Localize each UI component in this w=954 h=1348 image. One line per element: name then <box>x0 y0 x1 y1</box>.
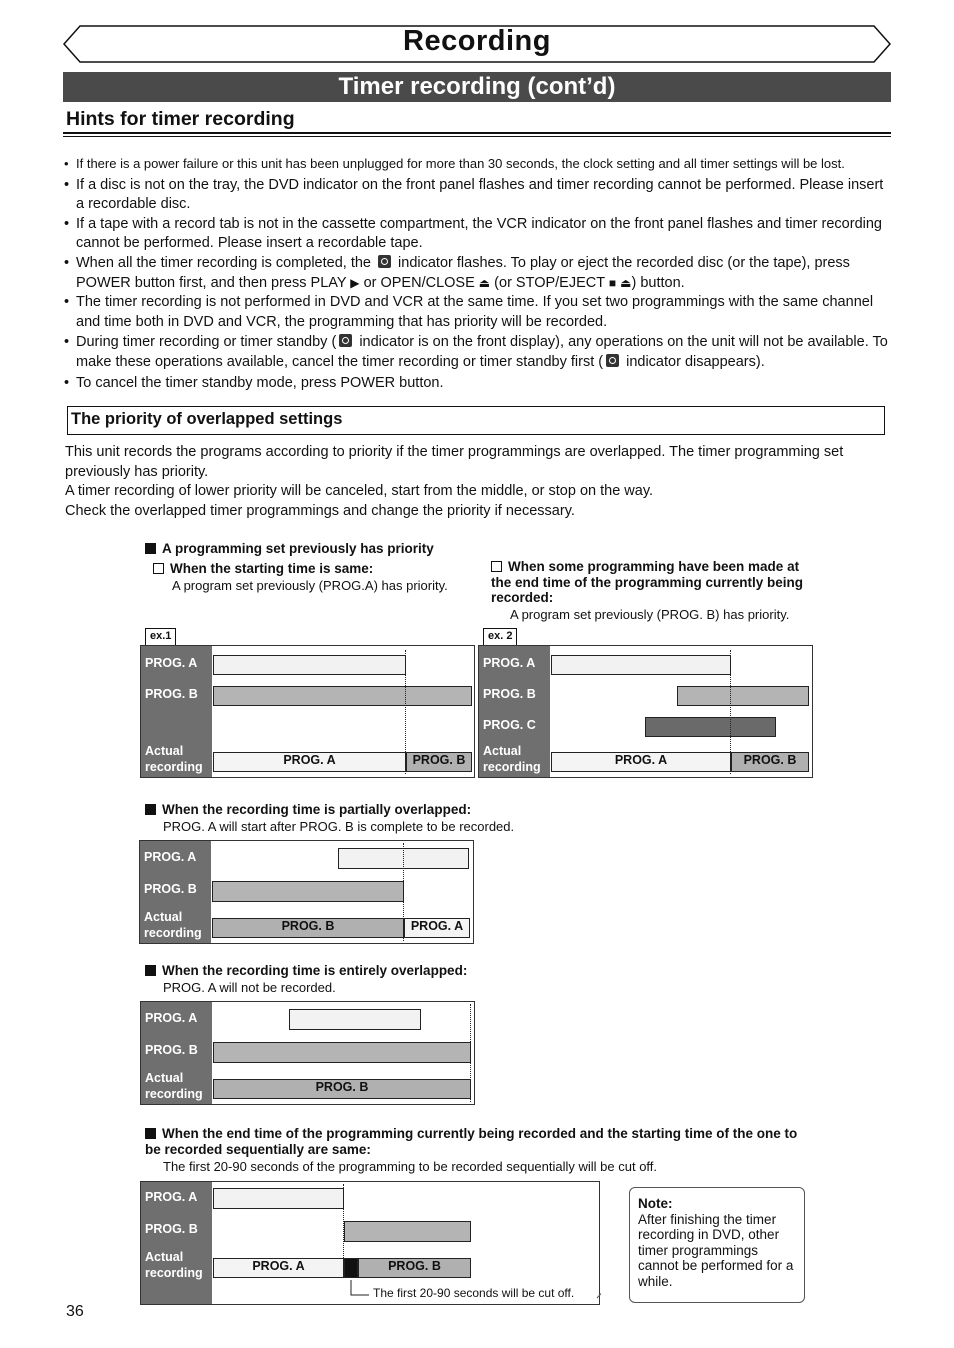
section-heading <box>145 541 434 557</box>
play-icon: ▶ <box>350 275 360 290</box>
actual-seg-prog-a <box>551 752 731 772</box>
actual-seg-prog-b <box>731 752 809 772</box>
seg-label: PROG. B <box>388 1259 441 1273</box>
page-title: Recording <box>403 25 551 57</box>
section-heading <box>145 1126 810 1157</box>
intro-paragraph: A timer recording of lower priority will be canceled, start from the middle, or stop on the way. <box>65 483 654 500</box>
row-label: Actual <box>145 1071 184 1085</box>
hints-heading: Hints for timer recording <box>66 108 295 130</box>
row-label: recording <box>145 1087 203 1101</box>
list-text: ) button. <box>631 274 685 291</box>
prog-b-bar <box>677 686 809 706</box>
timeline-diagram-sequential <box>140 1181 600 1305</box>
list-text: or OPEN/CLOSE <box>363 274 475 291</box>
prog-a-bar <box>213 655 406 675</box>
actual-seg-prog-b <box>212 918 404 938</box>
seg-label: PROG. A <box>283 753 336 767</box>
subsection-heading-text: When some programming have been made at the end time of the programming currently being recorded: <box>491 559 804 606</box>
note-text: After finishing the timer recording in DVD, other timer programmings cannot be performed for a while. <box>638 1211 794 1289</box>
cut-off-caption: The first 20-90 seconds will be cut off. <box>373 1286 575 1300</box>
section-heading <box>145 802 471 818</box>
list-item: • If a disc is not on the tray, the DVD indicator on the front panel flashes and timer recording cannot be performed. Please insert a recordable disc. <box>64 176 890 215</box>
divider <box>63 136 891 137</box>
list-text: During timer recording or timer standby ( <box>76 334 337 351</box>
intro-paragraph: This unit records the programs according to priority if the timer programmings are overlapped. The timer programming set previously has priority. <box>65 444 844 480</box>
prog-b-bar <box>213 1042 471 1063</box>
row-label: PROG. B <box>144 882 197 896</box>
page-number: 36 <box>66 1303 84 1320</box>
row-label: PROG. B <box>145 687 198 701</box>
actual-seg-prog-a <box>213 752 406 772</box>
subsection-heading <box>491 559 811 606</box>
section-text: The first 20-90 seconds of the programming to be recorded sequentially will be cut off. <box>163 1159 658 1174</box>
time-marker <box>403 843 404 941</box>
timeline-diagram-ex1 <box>140 645 475 778</box>
time-marker <box>730 650 731 774</box>
list-item: • The timer recording is not performed in DVD and VCR at the same time. If you set two programmings with the same channel and time both in DVD and VCR, the programming that has priority will be recorded. <box>64 293 890 332</box>
seg-label: PROG. A <box>410 919 464 933</box>
clock-icon <box>339 334 352 347</box>
row-label: recording <box>145 1266 203 1280</box>
list-item: • To cancel the timer standby mode, press POWER button. <box>64 374 890 394</box>
prog-b-bar <box>213 686 472 706</box>
list-text: indicator disappears). <box>626 353 765 370</box>
note-box <box>629 1187 805 1303</box>
seg-label: PROG. B <box>743 753 797 767</box>
row-label: PROG. B <box>145 1043 198 1057</box>
note-title: Note: <box>638 1196 673 1211</box>
timeline-diagram-partial <box>139 840 474 944</box>
prog-a-bar <box>551 655 731 675</box>
section-heading-text: When the recording time is partially overlapped: <box>162 802 472 817</box>
section-text: PROG. A will not be recorded. <box>163 980 336 995</box>
timeline-diagram-ex2 <box>478 645 813 778</box>
list-item: • If a tape with a record tab is not in the cassette compartment, the VCR indicator on the front panel flashes and timer recording cannot be performed. Please insert a recordable tape. <box>64 215 890 254</box>
list-item <box>64 333 890 372</box>
row-label: Actual <box>145 1250 184 1264</box>
row-label: PROG. C <box>483 718 536 732</box>
row-label: Actual <box>483 744 522 758</box>
row-label: PROG. A <box>144 850 197 864</box>
row-label: PROG. A <box>483 656 536 670</box>
prog-a-bar <box>289 1009 421 1030</box>
black-square-icon <box>145 543 156 554</box>
list-text: When all the timer recording is completed, the <box>76 254 371 271</box>
seg-label: PROG. B <box>281 919 335 933</box>
time-marker <box>470 1004 471 1102</box>
stop-icon: ■ <box>608 275 617 290</box>
example-tag: ex.1 <box>145 628 176 646</box>
timeline-diagram-entire <box>140 1001 475 1105</box>
intro-paragraph: Check the overlapped timer programmings and change the priority if necessary. <box>65 502 575 519</box>
row-label: Actual <box>144 910 183 924</box>
prog-b-bar <box>212 881 404 902</box>
row-label: recording <box>144 926 202 940</box>
black-square-icon <box>145 1128 156 1139</box>
actual-seg-prog-b <box>213 1079 471 1099</box>
actual-seg-prog-a <box>404 918 470 938</box>
priority-intro <box>65 443 891 521</box>
list-text: indicator flashes. To play or eject the recorded disc (or the tape), press POWER button first, and then press PLAY <box>76 254 850 291</box>
actual-seg-prog-b <box>406 752 472 772</box>
subsection-text: A program set previously (PROG. B) has priority. <box>510 607 790 622</box>
eject-icon: ⏏ <box>620 275 632 290</box>
eject-icon: ⏏ <box>478 275 491 290</box>
seg-label: PROG. B <box>412 753 466 767</box>
list-text: (or STOP/EJECT <box>494 274 605 291</box>
black-square-icon <box>145 804 156 815</box>
page-subtitle: Timer recording (cont’d) <box>63 72 891 102</box>
priority-heading-box <box>67 406 885 435</box>
white-square-icon <box>491 561 502 572</box>
subsection-text: A program set previously (PROG.A) has priority. <box>172 578 448 593</box>
subsection-heading-text: When the starting time is same: <box>170 561 374 576</box>
section-heading <box>145 963 467 979</box>
seg-label: PROG. A <box>252 1259 305 1273</box>
prog-c-bar <box>645 717 776 737</box>
hints-list <box>64 154 890 393</box>
row-label: recording <box>483 760 541 774</box>
row-label: recording <box>145 760 203 774</box>
row-label: PROG. B <box>145 1222 198 1236</box>
row-label: PROG. A <box>145 1190 198 1204</box>
clock-icon <box>378 255 391 268</box>
section-text: PROG. A will start after PROG. B is complete to be recorded. <box>163 819 515 834</box>
list-text: indicator is on the front display), any operations on the unit will not be available. To make these operations available, cancel the timer recording or timer standby first ( <box>76 334 888 370</box>
row-label: Actual <box>145 744 184 758</box>
seg-label: PROG. B <box>315 1080 369 1094</box>
title-banner <box>62 22 892 66</box>
seg-label: PROG. A <box>614 753 668 767</box>
priority-heading: The priority of overlapped settings <box>71 410 343 428</box>
subsection-heading <box>153 561 373 577</box>
row-label: PROG. A <box>145 1011 198 1025</box>
section-heading-text: When the end time of the programming currently being recorded and the starting time of the one to be recorded sequentially are same: <box>145 1126 798 1157</box>
black-square-icon <box>145 965 156 976</box>
section-heading-text: When the recording time is entirely overlapped: <box>162 963 468 978</box>
divider <box>63 132 891 134</box>
list-item <box>64 254 890 293</box>
row-label: PROG. A <box>145 656 198 670</box>
time-marker <box>405 650 406 774</box>
white-square-icon <box>153 563 164 574</box>
row-label: PROG. B <box>483 687 536 701</box>
section-heading-text: A programming set previously has priority <box>162 541 434 556</box>
clock-icon <box>606 354 619 367</box>
example-tag: ex. 2 <box>483 628 517 646</box>
list-item: • If there is a power failure or this unit has been unplugged for more than 30 seconds, the clock setting and all timer settings will be lost. <box>64 154 890 174</box>
